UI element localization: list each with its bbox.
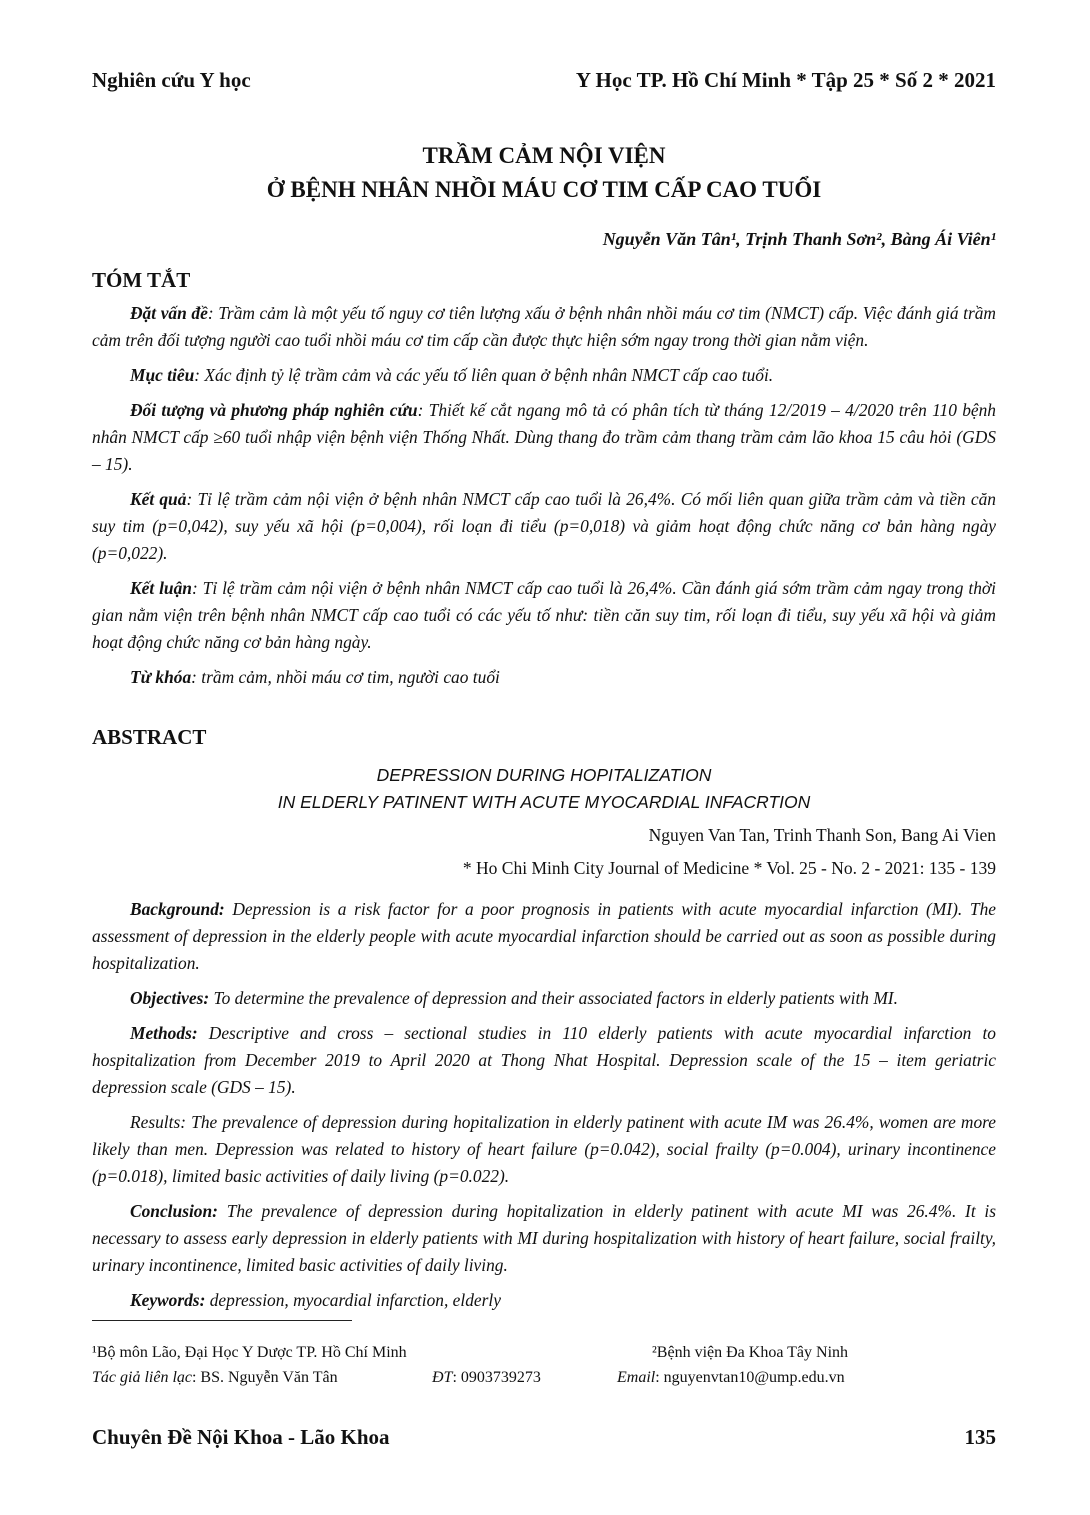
summary-results bbox=[92, 486, 996, 567]
summary-keywords-text: : trầm cảm, nhồi máu cơ tim, người cao tuổi bbox=[191, 667, 500, 687]
abstract-objectives-label: Objectives: bbox=[130, 988, 210, 1008]
footnote-divider bbox=[92, 1320, 352, 1321]
author-list: Nguyễn Văn Tân¹, Trịnh Thanh Sơn², Bàng Ái Viên¹ bbox=[602, 229, 996, 249]
summary-background-label: Đặt vấn đề bbox=[130, 303, 208, 323]
phone-value: : 0903739273 bbox=[452, 1369, 541, 1386]
corresponding-author-name: : BS. Nguyễn Văn Tân bbox=[191, 1369, 338, 1386]
corresponding-phone bbox=[432, 1367, 541, 1389]
abstract-background-text: Depression is a risk factor for a poor prognosis in patients with acute myocardial infarction (MI). The assessment of depression in the elderly people with acute myocardial infarction should be carried out as soon as possible during hospitalization. bbox=[92, 899, 996, 973]
abstract-objectives-text: To determine the prevalence of depression and their associated factors in elderly patients with MI. bbox=[209, 988, 898, 1008]
corresponding-author bbox=[92, 1367, 338, 1389]
abstract-conclusion-text: The prevalence of depression during hopitalization in elderly patinent with acute MI was 26.4%. It is necessary to assess early depression in elderly patients with MI during hospitalization with history of heart failure, social frailty, urinary incontinence, limited basic activities of daily living. bbox=[92, 1201, 996, 1275]
summary-conclusion bbox=[92, 575, 996, 656]
summary-results-label: Kết quả bbox=[130, 489, 187, 509]
english-author-list: Nguyen Van Tan, Trinh Thanh Son, Bang Ai Vien bbox=[648, 825, 996, 845]
english-title-line-1: DEPRESSION DURING HOPITALIZATION bbox=[376, 765, 712, 785]
abstract-methods-label: Methods: bbox=[130, 1023, 198, 1043]
footer-section-name: Chuyên Đề Nội Khoa - Lão Khoa bbox=[92, 1425, 390, 1449]
summary-objective-label: Mục tiêu bbox=[130, 365, 195, 385]
corresponding-author-label: Tác giả liên lạc bbox=[92, 1369, 192, 1386]
article-title-line-1: TRẦM CẢM NỘI VIỆN bbox=[422, 143, 666, 168]
abstract-conclusion bbox=[92, 1198, 996, 1279]
abstract-background-label: Background: bbox=[130, 899, 225, 919]
phone-label: ĐT bbox=[432, 1369, 453, 1386]
email-label: Email bbox=[617, 1369, 656, 1386]
summary-background-text: : Trầm cảm là một yếu tố nguy cơ tiên lượng xấu ở bệnh nhân nhồi máu cơ tim (NMCT) cấp. Việc đánh giá trầm cảm trên đối tượng người cao tuổi nhồi máu cơ tim cấp cần được thực hiện sớm ngay trong thời gian nằm viện. bbox=[92, 303, 996, 350]
abstract-conclusion-label: Conclusion: bbox=[130, 1201, 218, 1221]
summary-keywords bbox=[92, 664, 996, 691]
summary-conclusion-text: : Tỉ lệ trầm cảm nội viện ở bệnh nhân NMCT cấp cao tuổi là 26,4%. Cần đánh giá sớm trầm cảm ngay trong thời gian nằm viện trên bệnh nhân NMCT cấp cao tuổi có các yếu tố như: tiền căn suy tim, rối loạn đi tiểu, suy yếu xã hội và giảm hoạt động chức năng cơ bản hàng ngày. bbox=[92, 578, 996, 652]
journal-citation: * Ho Chi Minh City Journal of Medicine * Vol. 25 - No. 2 - 2021: 135 - 139 bbox=[462, 858, 996, 878]
abstract-background bbox=[92, 896, 996, 977]
english-abstract bbox=[92, 896, 996, 1322]
page-number: 135 bbox=[964, 1425, 996, 1449]
running-header bbox=[92, 68, 996, 93]
abstract-keywords-text: depression, myocardial infarction, elderly bbox=[205, 1290, 501, 1310]
summary-objective-text: : Xác định tỷ lệ trầm cảm và các yếu tố liên quan ở bệnh nhân NMCT cấp cao tuổi. bbox=[194, 365, 774, 385]
affiliation-2: ²Bệnh viện Đa Khoa Tây Ninh bbox=[652, 1344, 849, 1361]
summary-heading: TÓM TẮT bbox=[92, 268, 191, 292]
abstract-results bbox=[92, 1109, 996, 1190]
abstract-results-text: Results: The prevalence of depression during hopitalization in elderly patinent with acute IM was 26.4%, women are more likely than men. Depression was related to history of heart failure (p=0.042), social frailty (p=0.004), urinary incontinence (p=0.018), limited basic activities of daily living (p=0.022). bbox=[92, 1112, 996, 1186]
summary-results-text: : Tỉ lệ trầm cảm nội viện ở bệnh nhân NMCT cấp cao tuổi là 26,4%. Có mối liên quan giữa trầm cảm và tiền căn suy tim (p=0,042), suy yếu xã hội (p=0,004), rối loạn đi tiểu (p=0,018) và giảm hoạt động chức năng cơ bản hàng ngày (p=0,022). bbox=[92, 489, 997, 563]
abstract-keywords-label: Keywords: bbox=[130, 1290, 206, 1310]
article-title-line-2: Ở BỆNH NHÂN NHỒI MÁU CƠ TIM CẤP CAO TUỔI bbox=[266, 177, 822, 202]
abstract-keywords bbox=[92, 1287, 996, 1314]
abstract-objectives bbox=[92, 985, 996, 1012]
summary-background bbox=[92, 300, 996, 354]
english-title-line-2: IN ELDERLY PATINENT WITH ACUTE MYOCARDIAL INFACRTION bbox=[277, 792, 811, 812]
summary-objective bbox=[92, 362, 996, 389]
summary-methods-label: Đối tượng và phương pháp nghiên cứu bbox=[130, 400, 418, 420]
summary-conclusion-label: Kết luận bbox=[130, 578, 192, 598]
vietnamese-summary bbox=[92, 300, 996, 699]
abstract-heading: ABSTRACT bbox=[92, 725, 207, 749]
affiliation-1: ¹Bộ môn Lão, Đại Học Y Dược TP. Hồ Chí Minh bbox=[92, 1344, 407, 1361]
running-footer bbox=[92, 1425, 996, 1450]
corresponding-email bbox=[617, 1367, 845, 1389]
summary-methods bbox=[92, 397, 996, 478]
summary-keywords-label: Từ khóa bbox=[130, 667, 192, 687]
english-title bbox=[92, 762, 996, 816]
summary-methods-text: : Thiết kế cắt ngang mô tả có phân tích từ tháng 12/2019 – 4/2020 trên 110 bệnh nhân NMCT cấp ≥60 tuổi nhập viện bệnh viện Thống Nhất. Dùng thang đo trầm cảm thang trầm cảm lão khoa 15 câu hỏi (GDS – 15). bbox=[92, 400, 996, 474]
journal-issue: Y Học TP. Hồ Chí Minh * Tập 25 * Số 2 * 2021 bbox=[575, 68, 996, 92]
abstract-methods-text: Descriptive and cross – sectional studies in 110 elderly patients with acute myocardial infarction to hospitalization from December 2019 to April 2020 at Thong Nhat Hospital. Depression scale of the 15 – item geriatric depression scale (GDS – 15). bbox=[92, 1023, 996, 1097]
abstract-methods bbox=[92, 1020, 996, 1101]
email-value: : nguyenvtan10@ump.edu.vn bbox=[655, 1369, 845, 1386]
article-title bbox=[92, 139, 996, 207]
section-name: Nghiên cứu Y học bbox=[92, 68, 251, 92]
